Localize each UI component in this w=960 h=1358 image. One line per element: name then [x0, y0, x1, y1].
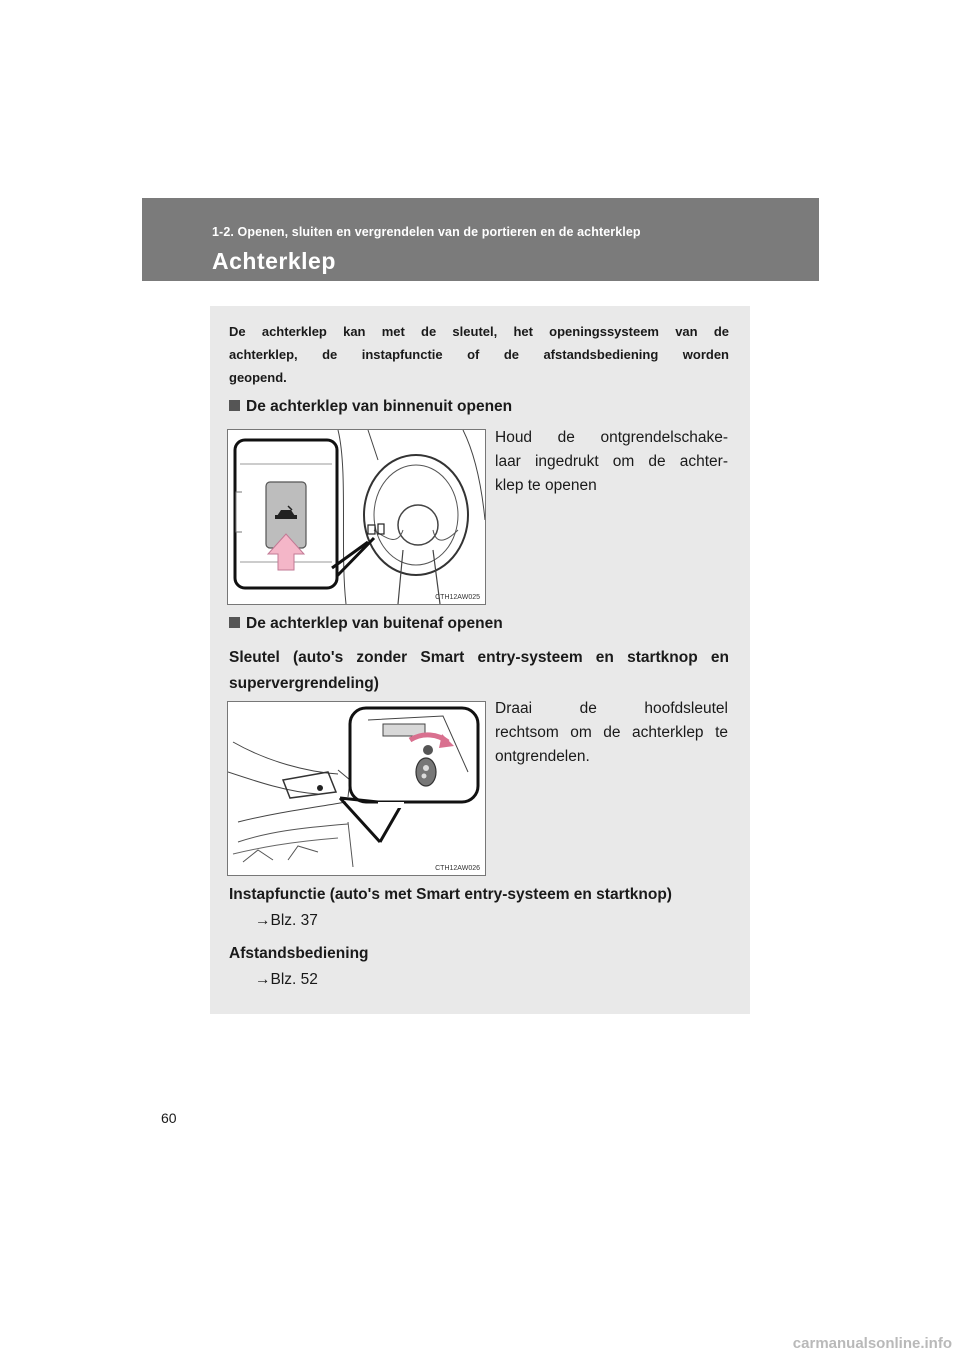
instruction-line: klep te openen	[495, 477, 597, 494]
watermark: carmanualsonline.info	[792, 1335, 952, 1352]
intro-line: geopend.	[229, 370, 287, 385]
figure-code: CTH12AW025	[435, 594, 480, 601]
entry-page-reference[interactable]: →Blz. 37	[255, 912, 318, 929]
remote-page-reference[interactable]: →Blz. 52	[255, 971, 318, 988]
square-bullet-icon	[229, 617, 240, 628]
key-heading: Sleutel (auto's zonder Smart entry-systeem en startknop en supervergrendeling)	[229, 649, 729, 692]
instruction-line: ontgrendelen.	[495, 748, 590, 765]
square-bullet-icon	[229, 400, 240, 411]
intro-line: achterklep, de instapfunctie of de afstandsbediening worden	[229, 347, 729, 362]
instruction-line: Draai de hoofdsleutel	[495, 700, 728, 717]
section-label: 1-2. Openen, sluiten en vergrendelen van de portieren en de achterklep	[212, 225, 641, 239]
figure-code: CTH12AW026	[435, 865, 480, 872]
outside-heading: De achterklep van buitenaf openen	[229, 615, 503, 633]
entry-function-heading: Instapfunctie (auto's met Smart entry-systeem en startknop)	[229, 886, 672, 903]
inside-instructions	[495, 426, 728, 498]
outside-instructions	[495, 697, 728, 769]
rear-car-key-illustration	[228, 702, 485, 875]
inside-heading: De achterklep van binnenuit openen	[229, 398, 512, 416]
right-arrow-icon: →	[255, 971, 271, 988]
instruction-line: laar ingedrukt om de achter-	[495, 453, 728, 470]
interior-dashboard-illustration	[228, 430, 485, 604]
remote-heading: Afstandsbediening	[229, 945, 369, 962]
figure-interior-release-lever	[227, 429, 486, 605]
figure-key-turn	[227, 701, 486, 876]
page-title: Achterklep	[212, 248, 336, 274]
right-arrow-icon: →	[255, 912, 271, 929]
intro-paragraph	[229, 320, 729, 389]
page-number: 60	[161, 1110, 177, 1126]
intro-line: De achterklep kan met de sleutel, het openingssysteem van de	[229, 324, 729, 339]
instruction-line: rechtsom om de achterklep te	[495, 724, 728, 741]
instruction-line: Houd de ontgrendelschake-	[495, 429, 728, 446]
